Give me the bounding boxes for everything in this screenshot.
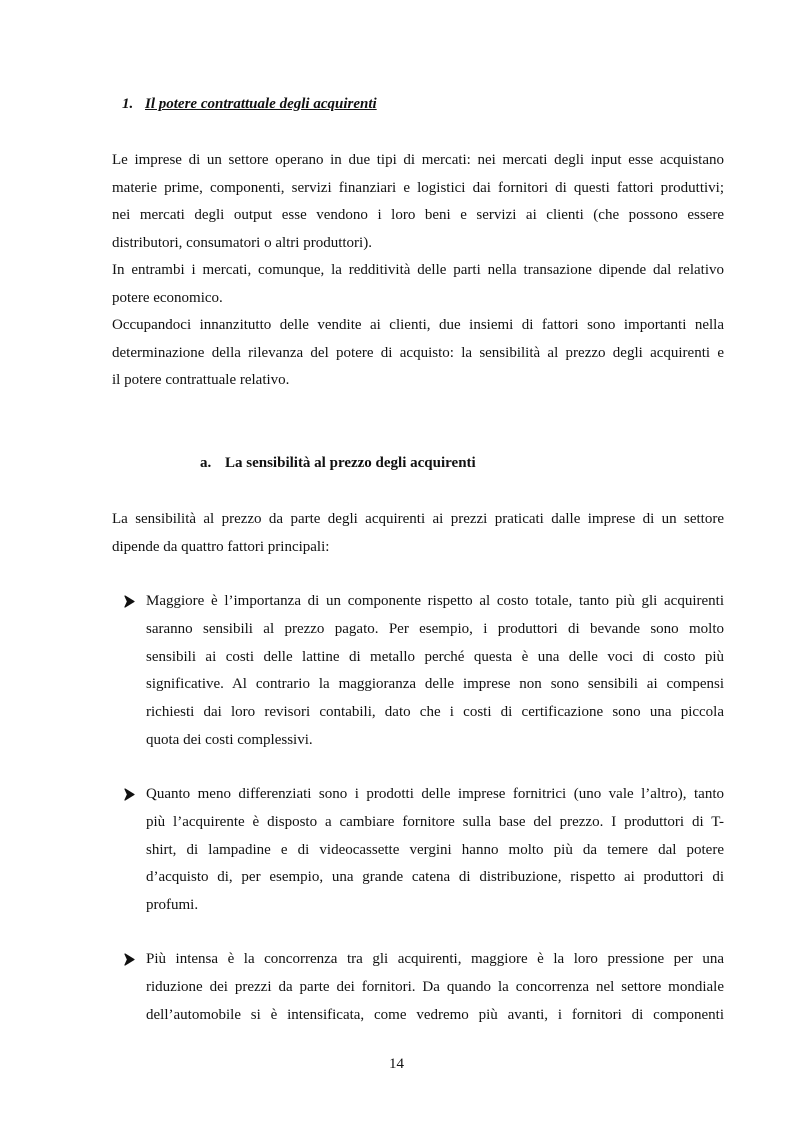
bullet-line: d’acquisto di, per esempio, una grande catena di distribuzione, rispetto ai produttori di	[146, 869, 724, 886]
paragraph-line: distributori, consumatori o altri produttori).	[112, 234, 372, 251]
page-number: 14	[389, 1056, 404, 1072]
subsection-heading	[200, 455, 476, 472]
bullet-line: quota dei costi complessivi.	[146, 731, 313, 748]
section-title: Il potere contrattuale degli acquirenti	[145, 96, 377, 112]
section-heading	[122, 96, 377, 113]
arrow-bullet-icon	[122, 588, 138, 615]
bullet-line: riduzione dei prezzi da parte dei fornitori. Da quando la concorrenza nel settore mondiale	[146, 978, 724, 995]
paragraph-line: Le imprese di un settore operano in due tipi di mercati: nei mercati degli input esse acquistano	[112, 152, 724, 168]
arrow-bullet-icon	[122, 781, 138, 808]
bullet-line: sensibili ai costi delle lattine di metallo perché questa è una delle voci di costo più	[146, 648, 724, 665]
bullet-line: shirt, di lampadine e di videocassette vergini hanno molto più da temere dal potere	[146, 841, 724, 858]
bullet-line: più l’acquirente è disposto a cambiare fornitore sulla base del prezzo. I produttori di T-	[146, 813, 724, 830]
bullet-text	[146, 781, 724, 920]
sub-paragraph	[112, 506, 724, 561]
bullet-line: Più intensa è la concorrenza tra gli acquirenti, maggiore è la loro pressione per una	[146, 951, 724, 967]
paragraph-line: determinazione della rilevanza del potere di acquisto: la sensibilità al prezzo degli acquirenti e	[112, 344, 724, 361]
bullet-line: profumi.	[146, 897, 199, 914]
arrow-bullet-icon	[122, 946, 138, 973]
paragraph-line: nei mercati degli output esse vendono i loro beni e servizi ai clienti (che possono essere	[112, 207, 724, 223]
subsection-title: La sensibilità al prezzo degli acquirenti	[225, 455, 476, 471]
subsection-number: a.	[200, 455, 212, 471]
bullet-line: richiesti dai loro revisori contabili, dato che i costi di certificazione sono una piccola	[146, 704, 724, 721]
section-number: 1.	[122, 96, 134, 112]
paragraph-line: materie prime, componenti, servizi finanziari e logistici dai fornitori di questi fattori produttivi;	[112, 179, 724, 196]
intro-paragraph	[112, 147, 724, 395]
bullet-line: Quanto meno differenziati sono i prodotti delle imprese fornitrici (uno vale l’altro), tanto	[146, 786, 724, 802]
bullet-text	[146, 946, 724, 1029]
bullet-line: saranno sensibili al prezzo pagato. Per esempio, i produttori di bevande sono molto	[146, 620, 724, 637]
paragraph-line: dipende da quattro fattori principali:	[112, 538, 330, 555]
bullet-text	[146, 588, 724, 755]
paragraph-line: La sensibilità al prezzo da parte degli acquirenti ai prezzi praticati dalle imprese di un settore	[112, 511, 724, 527]
bullet-line: significative. Al contrario la maggioranza delle imprese non sono sensibili ai compensi	[146, 676, 724, 693]
bullet-line: dell’automobile si è intensificata, come vedremo più avanti, i fornitori di componenti	[146, 1006, 724, 1023]
bullet-line: Maggiore è l’importanza di un componente rispetto al costo totale, tanto più gli acquirenti	[146, 593, 724, 609]
paragraph-line: Occupandoci innanzitutto delle vendite ai clienti, due insiemi di fattori sono importanti nella	[112, 317, 724, 333]
paragraph-line: il potere contrattuale relativo.	[112, 372, 290, 388]
paragraph-line: In entrambi i mercati, comunque, la redditività delle parti nella transazione dipende dal relativo	[112, 262, 724, 278]
paragraph-line: potere economico.	[112, 289, 223, 306]
